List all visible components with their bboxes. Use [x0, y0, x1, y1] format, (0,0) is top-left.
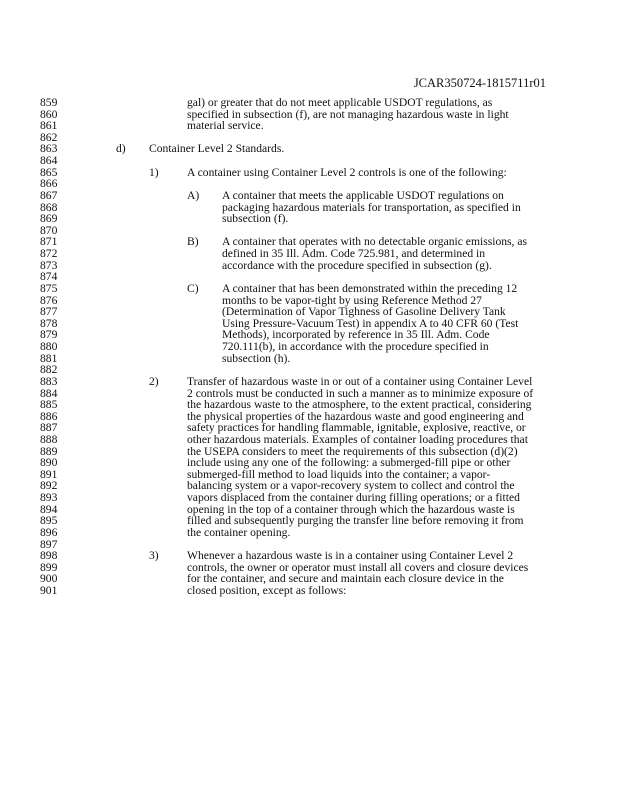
line-text: the physical properties of the hazardous waste and good engineering and — [187, 409, 524, 423]
line-number: 891 — [40, 467, 58, 481]
line-text: Whenever a hazardous waste is in a container using Container Level 2 — [187, 549, 514, 563]
line-number: 859 — [40, 96, 58, 109]
line-text: A container that meets the applicable USDOT regulations on — [222, 188, 504, 202]
line-number: 874 — [40, 270, 58, 284]
line-number: 896 — [40, 525, 58, 539]
line-number: 866 — [40, 177, 58, 191]
line-number: 883 — [40, 374, 58, 388]
line-number: 884 — [40, 386, 58, 400]
line-number: 869 — [40, 212, 58, 226]
line-text: vapors displaced from the container during filling operations; or a fitted — [187, 491, 520, 505]
line-text: material service. — [187, 119, 264, 133]
line-number: 870 — [40, 223, 58, 237]
line-number: 893 — [40, 491, 58, 505]
line-text: subsection (h). — [222, 351, 291, 365]
line-number: 863 — [40, 142, 58, 156]
line-number: 890 — [40, 456, 58, 470]
line-number: 867 — [40, 188, 58, 202]
line-text: submerged-fill method to load liquids into the container; a vapor- — [187, 467, 491, 481]
line-text: closed position, except as follows: — [187, 584, 347, 598]
line-text: include using any one of the following: a submerged-fill pipe or other — [187, 456, 511, 470]
line-number: 861 — [40, 119, 58, 133]
section-marker: A) — [187, 188, 200, 202]
section-marker: B) — [187, 235, 199, 249]
line-number: 879 — [40, 328, 58, 342]
section-marker: 2) — [149, 374, 159, 388]
line-text: safety practices for handling flammable, ignitable, explosive, reactive, or — [187, 421, 526, 435]
line-text: Transfer of hazardous waste in or out of a container using Container Level — [187, 374, 533, 388]
line-text: A container using Container Level 2 controls is one of the following: — [187, 165, 507, 179]
document-id-header: JCAR350724-1815711r01 — [413, 76, 546, 90]
line-number: 895 — [40, 514, 58, 528]
line-number: 882 — [40, 363, 58, 377]
line-number: 865 — [40, 165, 58, 179]
line-text: 720.111(b), in accordance with the procedure specified in — [222, 340, 489, 354]
line-number: 876 — [40, 293, 58, 307]
line-text: the hazardous waste to the atmosphere, to the extent practical, considering — [187, 398, 532, 412]
line-number: 898 — [40, 549, 58, 563]
line-number: 888 — [40, 432, 58, 446]
line-number: 900 — [40, 572, 58, 586]
section-marker: C) — [187, 281, 199, 295]
line-text: balancing system or a vapor-recovery system to collect and control the — [187, 479, 515, 493]
line-number: 878 — [40, 316, 58, 330]
line-text: for the container, and secure and maintain each closure device in the — [187, 572, 504, 586]
line-number: 889 — [40, 444, 58, 458]
line-text: (Determination of Vapor Tighness of Gasoline Delivery Tank — [222, 305, 506, 319]
line-text: the container opening. — [187, 525, 291, 539]
line-number: 877 — [40, 305, 58, 319]
line-text: Using Pressure-Vacuum Test) in appendix A to 40 CFR 60 (Test — [222, 316, 519, 330]
line-text: other hazardous materials. Examples of container loading procedures that — [187, 432, 528, 446]
line-text: A container that operates with no detectable organic emissions, as — [222, 235, 527, 249]
line-text: 2 controls must be conducted in such a manner as to minimize exposure of — [187, 386, 534, 400]
line-text: the USEPA considers to meet the requirements of this subsection (d)(2) — [187, 444, 518, 458]
line-number: 871 — [40, 235, 58, 249]
line-number: 864 — [40, 154, 58, 168]
line-number: 862 — [40, 130, 58, 144]
line-number: 899 — [40, 560, 58, 574]
line-number: 868 — [40, 200, 58, 214]
line-number: 894 — [40, 502, 58, 516]
line-number: 881 — [40, 351, 58, 365]
line-text: packaging hazardous materials for transportation, as specified in — [222, 200, 521, 214]
line-text: subsection (f). — [222, 212, 289, 226]
line-number: 880 — [40, 340, 58, 354]
line-text: defined in 35 Ill. Adm. Code 725.981, and determined in — [222, 247, 486, 261]
section-marker: 1) — [149, 165, 159, 179]
line-number: 885 — [40, 398, 58, 412]
line-text: months to be vapor-tight by using Reference Method 27 — [222, 293, 482, 307]
section-marker: d) — [116, 142, 126, 156]
line-number: 901 — [40, 584, 58, 598]
line-text: opening in the top of a container through which the hazardous waste is — [187, 502, 515, 516]
line-text: accordance with the procedure specified in subsection (g). — [222, 258, 492, 272]
line-text: A container that has been demonstrated within the preceding 12 — [222, 281, 518, 295]
section-marker: 3) — [149, 549, 159, 563]
line-text: Container Level 2 Standards. — [149, 142, 285, 156]
line-number: 886 — [40, 409, 58, 423]
line-text: specified in subsection (f), are not managing hazardous waste in light — [187, 107, 509, 121]
line-text: filled and subsequently purging the transfer line before removing it from — [187, 514, 524, 528]
line-number: 875 — [40, 281, 58, 295]
line-text: controls, the owner or operator must install all covers and closure devices — [187, 560, 529, 574]
line-number: 860 — [40, 107, 58, 121]
line-number: 897 — [40, 537, 58, 551]
line-number: 873 — [40, 258, 58, 272]
line-text: gal) or greater that do not meet applicable USDOT regulations, as — [187, 96, 493, 109]
line-number: 887 — [40, 421, 58, 435]
line-text: Methods), incorporated by reference in 35 Ill. Adm. Code — [222, 328, 490, 342]
line-number: 872 — [40, 247, 58, 261]
line-number: 892 — [40, 479, 58, 493]
